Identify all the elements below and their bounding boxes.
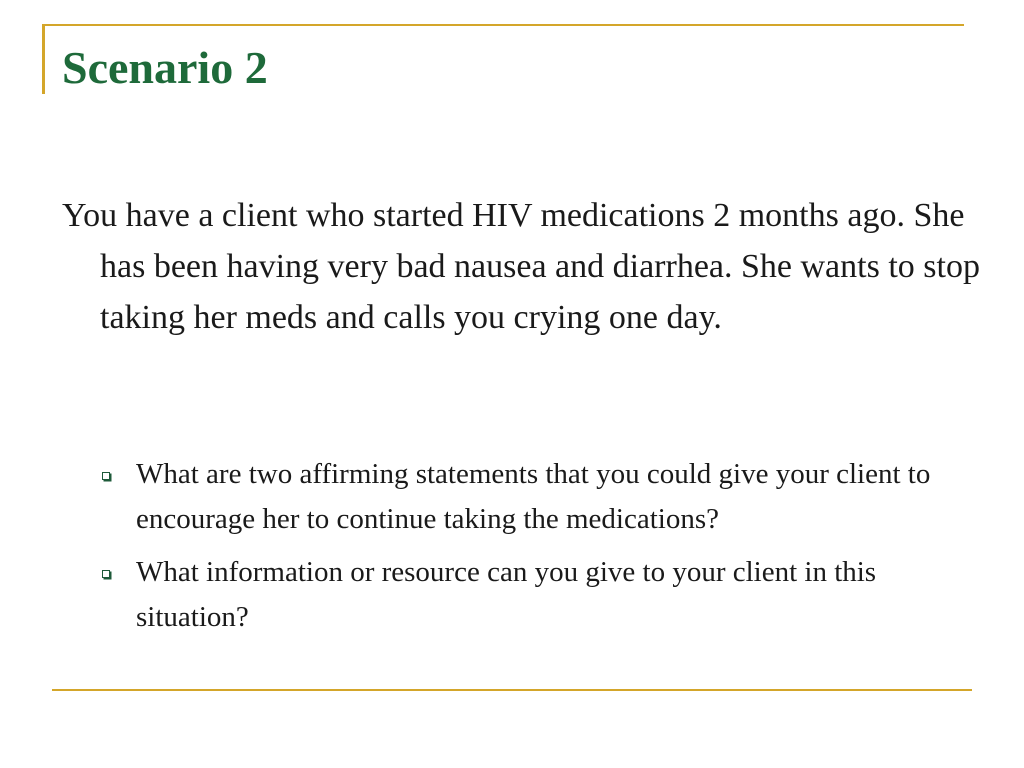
question-item	[100, 452, 970, 542]
top-accent-line	[42, 24, 964, 26]
question-item	[100, 550, 970, 640]
bottom-accent-line	[52, 689, 972, 691]
square-bullet-icon	[102, 570, 110, 578]
slide-title: Scenario 2	[62, 42, 268, 93]
question-list	[100, 452, 970, 648]
square-bullet-icon	[102, 472, 110, 480]
question-text: What are two affirming statements that you could give your client to encourage her to continue taking the medications?	[136, 458, 931, 535]
scenario-description: You have a client who started HIV medications 2 months ago. She has been having very bad nausea and diarrhea. She wants to stop taking her meds and calls you crying one day.	[62, 197, 980, 336]
left-accent-line	[42, 24, 45, 94]
question-text: What information or resource can you give to your client in this situation?	[136, 556, 877, 633]
